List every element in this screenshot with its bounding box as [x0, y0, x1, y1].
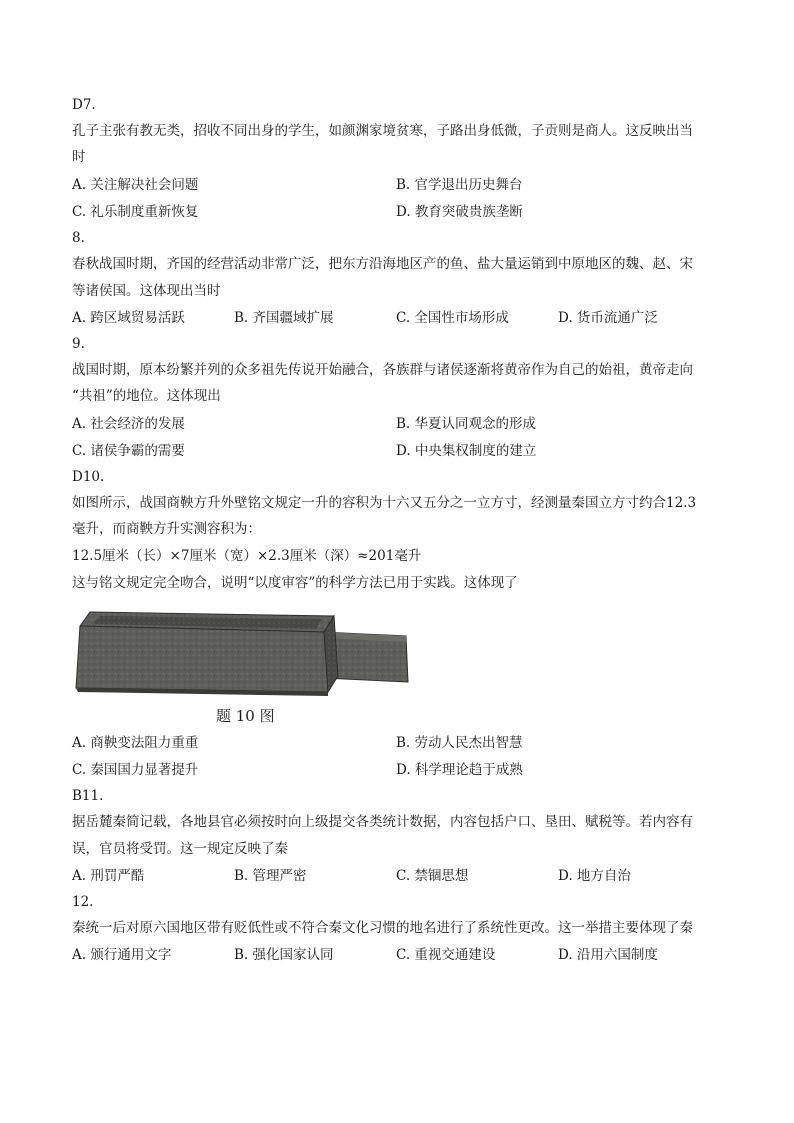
q8-stem-line1: 春秋战国时期，齐国的经营活动非常广泛，把东方沿海地区产的鱼、盐大量运销到中原地区的魏、赵、宋	[72, 256, 693, 272]
q11-option-c[interactable]: C. 禁锢思想	[396, 868, 469, 884]
q7-number: D7.	[72, 97, 96, 113]
q9-stem-line1: 战国时期，原本纷繁并列的众多祖先传说开始融合，各族群与诸侯逐渐将黄帝作为自己的始祖，黄帝走向	[72, 362, 693, 378]
q11-number: B11.	[72, 788, 104, 804]
figure-caption: 题 10 图	[216, 707, 275, 725]
q12-option-b[interactable]: B. 强化国家认同	[234, 947, 334, 963]
q11-stem-line1: 据岳麓秦简记载，各地县官必须按时向上级提交各类统计数据，内容包括户口、垦田、赋税等。若内容有	[72, 814, 693, 830]
q10-option-d[interactable]: D. 科学理论趋于成熟	[396, 762, 523, 778]
q8-option-d[interactable]: D. 货币流通广泛	[558, 310, 658, 326]
q12-number: 12.	[72, 894, 94, 910]
q12-option-d[interactable]: D. 沿用六国制度	[558, 947, 658, 963]
q9-number: 9.	[72, 336, 85, 352]
q12-option-a[interactable]: A. 颁行通用文字	[72, 947, 172, 963]
q8-number: 8.	[72, 230, 85, 246]
q8-option-a[interactable]: A. 跨区域贸易活跃	[72, 310, 185, 326]
q10-option-b[interactable]: B. 劳动人民杰出智慧	[396, 735, 523, 751]
q12-stem-line1: 秦统一后对原六国地区带有贬低性或不符合秦文化习惯的地名进行了系统性更改。这一举措主要体现了秦	[72, 920, 693, 936]
q12-option-c[interactable]: C. 重视交通建设	[396, 947, 496, 963]
q7-stem-line2: 时	[72, 149, 86, 165]
q9-stem-line2: “共祖”的地位。这体现出	[72, 388, 221, 404]
q7-option-d[interactable]: D. 教育突破贵族垄断	[396, 204, 523, 220]
shang-yang-square-sheng-image	[72, 606, 412, 704]
q10-stem-line2: 毫升，而商鞅方升实测容积为：	[72, 521, 261, 537]
q10-option-c[interactable]: C. 秦国国力显著提升	[72, 762, 199, 778]
q7-option-c[interactable]: C. 礼乐制度重新恢复	[72, 204, 199, 220]
q7-stem-line1: 孔子主张有教无类，招收不同出身的学生，如颜渊家境贫寒，子路出身低微，子贡则是商人。这反映出当	[72, 123, 693, 139]
q10-stem-line3: 12.5厘米（长）×7厘米（宽）×2.3厘米（深）≈201毫升	[72, 548, 422, 564]
q9-option-a[interactable]: A. 社会经济的发展	[72, 416, 185, 432]
q11-option-d[interactable]: D. 地方自治	[558, 868, 631, 884]
q8-stem-line2: 等诸侯国。这体现出当时	[72, 283, 221, 299]
q11-option-b[interactable]: B. 管理严密	[234, 868, 307, 884]
q11-stem-line2: 误，官员将受罚。这一规定反映了秦	[72, 841, 288, 857]
q10-number: D10.	[72, 469, 105, 485]
q10-stem-line1: 如图所示，战国商鞅方升外壁铭文规定一升的容积为十六又五分之一立方寸，经测量秦国立方寸约合12.3	[72, 495, 697, 511]
q7-option-a[interactable]: A. 关注解决社会问题	[72, 177, 199, 193]
q9-option-c[interactable]: C. 诸侯争霸的需要	[72, 443, 185, 459]
q7-option-b[interactable]: B. 官学退出历史舞台	[396, 177, 523, 193]
q8-option-b[interactable]: B. 齐国疆域扩展	[234, 310, 334, 326]
q11-option-a[interactable]: A. 刑罚严酷	[72, 868, 145, 884]
q9-option-d[interactable]: D. 中央集权制度的建立	[396, 443, 537, 459]
q8-option-c[interactable]: C. 全国性市场形成	[396, 310, 509, 326]
q10-option-a[interactable]: A. 商鞅变法阻力重重	[72, 735, 199, 751]
q10-stem-line4: 这与铭文规定完全吻合，说明“以度审容”的科学方法已用于实践。这体现了	[72, 575, 518, 591]
q9-option-b[interactable]: B. 华夏认同观念的形成	[396, 416, 537, 432]
